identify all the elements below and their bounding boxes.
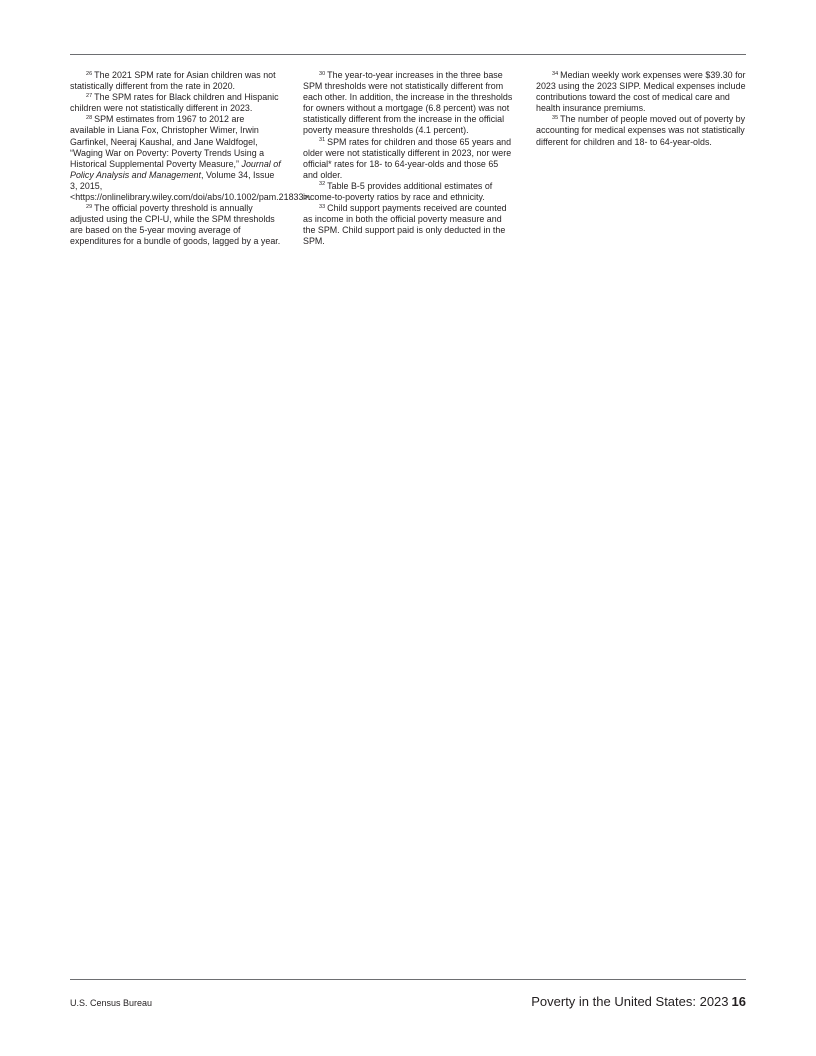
footnote-number: 35 bbox=[552, 114, 559, 121]
footnote-text: SPM rates for children and those 65 years and older were not statistically different in 2023, nor were official* rates for 18- to 64-year-olds and those 65 and older. bbox=[303, 136, 512, 180]
footnote-number: 33 bbox=[319, 203, 326, 210]
footnote-number: 34 bbox=[552, 70, 559, 77]
footnote-number: 27 bbox=[86, 92, 93, 99]
footnote-text: The number of people moved out of poverty by accounting for medical expenses was not statistically different for children and 18- to 64-year-olds. bbox=[536, 114, 746, 147]
footnote-number: 30 bbox=[319, 70, 326, 77]
footnote-text: The 2021 SPM rate for Asian children was not statistically different from the rate in 2020. bbox=[70, 70, 276, 92]
footnote-text: Median weekly work expenses were $39.30 for 2023 using the 2023 SIPP. Medical expenses include contributions toward the cost of medical care and health insurance premiums. bbox=[536, 70, 746, 114]
footnote-28 bbox=[70, 114, 312, 203]
footer-agency: U.S. Census Bureau bbox=[70, 998, 153, 1008]
footnote-text: SPM estimates from 1967 to 2012 are available in Liana Fox, Christopher Wimer, Irwin Garfinkel, Neeraj Kaushal, and Jane Waldfogel, “Waging War on Poverty: Poverty Trends Using a Historical Supplemental Poverty Measure,” bbox=[70, 114, 265, 169]
footnote-32 bbox=[303, 181, 514, 203]
footnote-text: Table B-5 provides additional estimates of income-to-poverty ratios by race and ethnicity. bbox=[303, 180, 493, 203]
footnote-34 bbox=[536, 70, 747, 114]
bottom-rule bbox=[70, 979, 746, 980]
footnote-number: 29 bbox=[86, 203, 93, 210]
footnote-text: Child support payments received are counted as income in both the official poverty measure and the SPM. Child support paid is only deducted in the SPM. bbox=[303, 203, 507, 247]
footnote-33 bbox=[303, 203, 514, 247]
footnote-number: 28 bbox=[86, 114, 93, 121]
footnote-column-3 bbox=[536, 70, 747, 148]
footnote-30 bbox=[303, 70, 514, 137]
footnote-35 bbox=[536, 114, 747, 147]
footnote-text: The year-to-year increases in the three base SPM thresholds were not statistically different from each other. In addition, the increase in the thresholds for owners without a mortgage (6.8 percent) was not statistically different from the increase in the official poverty measure thresholds (4.1 percent). bbox=[303, 70, 513, 136]
footnote-text-cont: , Volume 34, Issue 3, 2015, <https://onlinelibrary.wiley.com/doi/abs/10.1002/pam.21833>. bbox=[70, 169, 312, 203]
footnote-number: 26 bbox=[86, 70, 93, 77]
report-title: Poverty in the United States: 2023 bbox=[531, 994, 729, 1009]
footnote-26 bbox=[70, 70, 281, 92]
top-rule bbox=[70, 54, 746, 55]
footnote-number: 31 bbox=[319, 137, 326, 144]
journal-title: Journal of Policy Analysis and Management bbox=[70, 158, 281, 180]
page-number: 16 bbox=[731, 994, 746, 1009]
footnote-column-2 bbox=[303, 70, 514, 248]
footnote-text: The official poverty threshold is annually adjusted using the CPI-U, while the SPM thresholds are based on the 5-year moving average of expenditures for a bundle of goods, lagged by a year. bbox=[70, 203, 281, 247]
footer-title bbox=[531, 994, 746, 1009]
footnote-31 bbox=[303, 137, 514, 181]
footnote-27 bbox=[70, 92, 281, 114]
footnote-29 bbox=[70, 203, 281, 247]
footnote-column-1 bbox=[70, 70, 312, 248]
footnote-text: The SPM rates for Black children and Hispanic children were not statistically different in 2023. bbox=[70, 92, 279, 114]
footnote-number: 32 bbox=[319, 181, 326, 188]
